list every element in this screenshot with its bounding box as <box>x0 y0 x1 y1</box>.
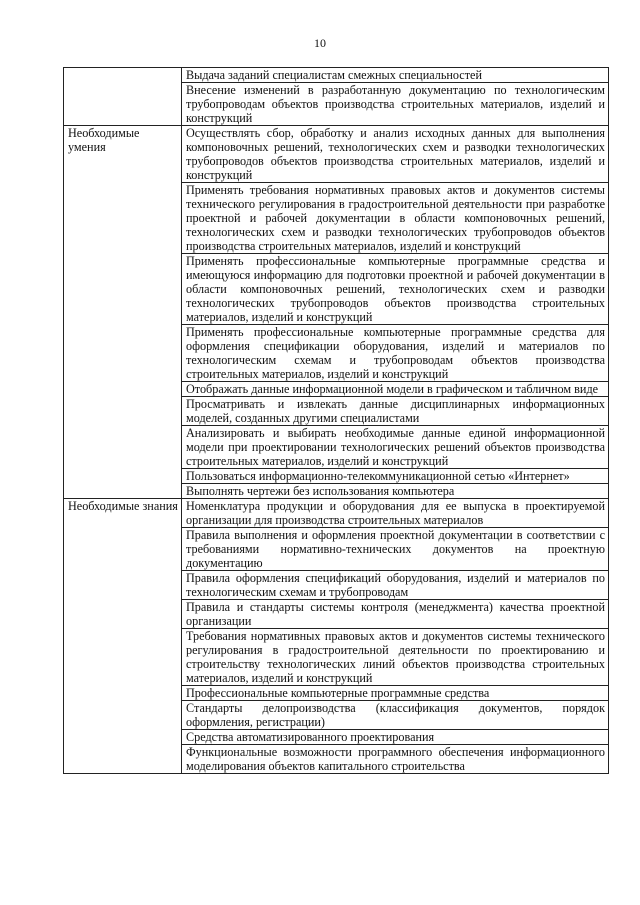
row-item-text: Правила выполнения и оформления проектной документации в соответствии с требованиями нормативно-технических документов на проектную документацию <box>182 528 609 571</box>
row-item-text: Правила и стандарты системы контроля (менеджмента) качества проектной организации <box>182 600 609 629</box>
row-group-label: Необходимые знания <box>64 499 182 774</box>
row-group-label: Необходимые умения <box>64 126 182 499</box>
row-item-text: Выдача заданий специалистам смежных специальностей <box>182 68 609 83</box>
row-item-text: Применять профессиональные компьютерные программные средства для оформления спецификации оборудования, изделий и материалов по технологическим схемам и трубопроводам объектов производства строительных материалов, изделий и конструкций <box>182 325 609 382</box>
row-item-text: Осуществлять сбор, обработку и анализ исходных данных для выполнения компоновочных решений, технологических схем и разводки технологических трубопроводов объектов производства строительных материалов, изделий и конструкций <box>182 126 609 183</box>
row-item-text: Номенклатура продукции и оборудования для ее выпуска в проектируемой организации для производства строительных материалов <box>182 499 609 528</box>
row-item-text: Применять профессиональные компьютерные программные средства и имеющуюся информацию для подготовки проектной и рабочей документации в области компоновочных решений, технологических схем и разводки технологических трубопроводов объектов производства строительных материалов, изделий и конструкций <box>182 254 609 325</box>
row-item-text: Выполнять чертежи без использования компьютера <box>182 484 609 499</box>
table-row <box>64 126 609 183</box>
row-item-text: Отображать данные информационной модели в графическом и табличном виде <box>182 382 609 397</box>
table-body <box>64 68 609 774</box>
row-item-text: Пользоваться информационно-телекоммуникационной сетью «Интернет» <box>182 469 609 484</box>
table-row <box>64 68 609 83</box>
row-group-label <box>64 68 182 126</box>
row-item-text: Анализировать и выбирать необходимые данные единой информационной модели при проектировании технологических решений объектов производства строительных материалов, изделий и конструкций <box>182 426 609 469</box>
row-item-text: Средства автоматизированного проектирования <box>182 730 609 745</box>
row-item-text: Стандарты делопроизводства (классификация документов, порядок оформления, регистрации) <box>182 701 609 730</box>
row-item-text: Функциональные возможности программного обеспечения информационного моделирования объектов капитального строительства <box>182 745 609 774</box>
row-item-text: Просматривать и извлекать данные дисциплинарных информационных моделей, созданных другими специалистами <box>182 397 609 426</box>
row-item-text: Правила оформления спецификаций оборудования, изделий и материалов по технологическим схемам и трубопроводам <box>182 571 609 600</box>
competency-table <box>63 67 609 774</box>
page-number: 10 <box>314 36 326 50</box>
row-item-text: Применять требования нормативных правовых актов и документов системы технического регулирования в градостроительной деятельности при разработке проектной и рабочей документации в области компоновочных решений, технологических схем и разводки технологических трубопроводов объектов производства строительных материалов, изделий и конструкций <box>182 183 609 254</box>
row-item-text: Профессиональные компьютерные программные средства <box>182 686 609 701</box>
table-row <box>64 499 609 528</box>
row-item-text: Требования нормативных правовых актов и документов системы технического регулирования в градостроительной деятельности по проектированию и строительству технологических линий объектов производства строительных материалов, изделий и конструкций <box>182 629 609 686</box>
row-item-text: Внесение изменений в разработанную документацию по технологическим трубопроводам объектов производства строительных материалов, изделий и конструкций <box>182 83 609 126</box>
